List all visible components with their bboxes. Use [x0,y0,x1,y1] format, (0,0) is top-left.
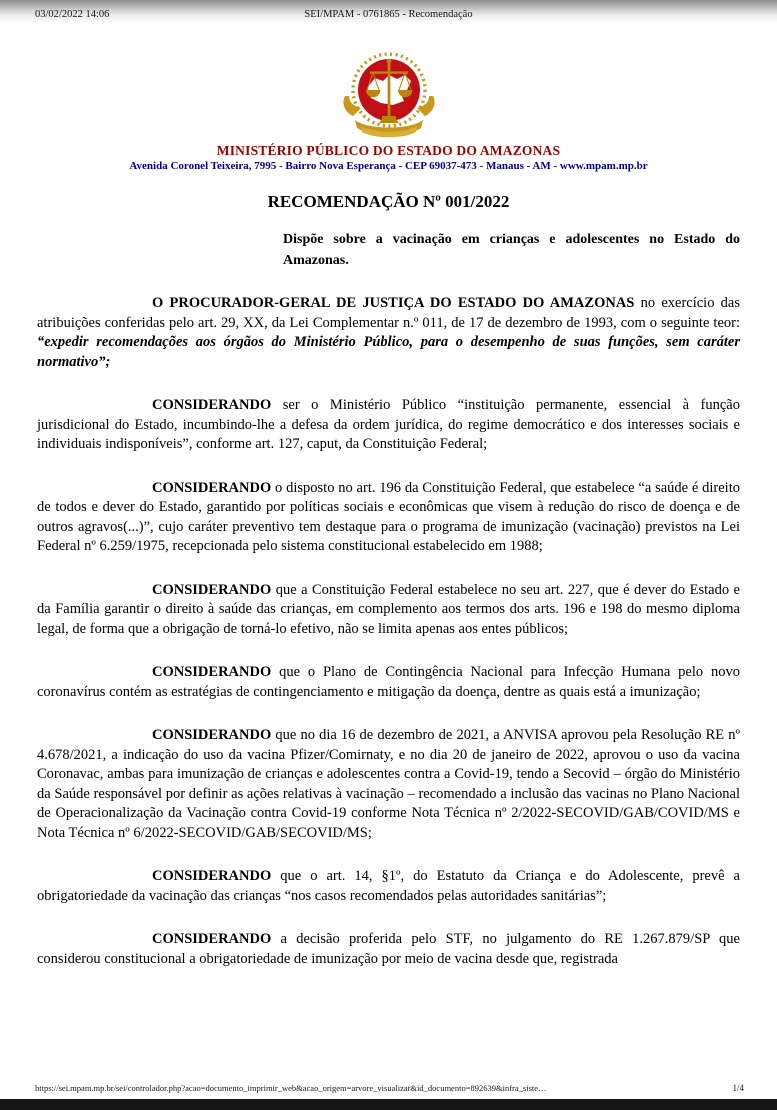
bottom-window-edge [0,1099,777,1110]
org-name: MINISTÉRIO PÚBLICO DO ESTADO DO AMAZONAS [216,143,561,158]
paragraph-considerando-5 [37,726,740,843]
paragraph-text: no exercício das atribuições conferidas pelo art. 29, XX, da Lei Complementar n.º 011, de 17 de dezembro de 1993, com o seguinte teor: [37,295,740,331]
paragraph-lead: CONSIDERANDO [152,664,272,680]
print-datetime: 03/02/2022 14:06 [35,9,110,20]
paragraph-text: que a Constituição Federal estabelece no seu art. 227, que é dever do Estado e da Família garantir o direito à saúde das crianças, em complemento aos termos dos arts. 196 e 198 do mesmo diploma legal, de forma que a obrigação de torná-lo efetivo, não se limita apenas aos entes públicos; [37,581,740,637]
letterhead-logo [0,50,777,147]
document-body [37,294,740,993]
paragraph-lead: O PROCURADOR-GERAL DE JUSTIÇA DO ESTADO DO AMAZONAS [152,295,635,311]
page-indicator: 1/4 [732,1083,744,1093]
mpam-seal-scales-of-justice-icon [337,50,441,147]
paragraph-preamble [37,294,740,372]
paragraph-lead: CONSIDERANDO [152,868,272,884]
paragraph-lead: CONSIDERANDO [152,397,272,413]
document-reference: SEI/MPAM - 0761865 - Recomendação [304,9,473,20]
paragraph-lead: CONSIDERANDO [152,479,272,496]
paragraph-text: que no dia 16 de dezembro de 2021, a ANVISA aprovou pela Resolução RE nº 4.678/2021, a indicação do uso da vacina Pfizer/Comirnaty, e no dia 20 de janeiro de 2022, aprovou o uso da vacina Coronavac, ambas para imunização de crianças e adolescentes contra a Covid-19, tendo a Secovid – órgão do Ministério da Saúde responsável por definir as ações relativas à vacinação – recomendado a inclusão das vacinas no Plano Nacional de Operacionalização da Vacinação contra Covid-19 conforme Nota Técnica nº 2/2022-SECOVID/GAB/COVID/MS e Nota Técnica nº 6/2022-SECOVID/GAB/SECOVID/MS; [37,727,740,841]
paragraph-lead: CONSIDERANDO [152,727,272,743]
paragraph-text: a decisão proferida pelo STF, no julgamento do RE 1.267.879/SP que considerou constitucional a obrigatoriedade de imunização por meio de vacina desde que, registrada [37,931,740,967]
paragraph-considerando-2 [37,479,740,557]
paragraph-considerando-3 [37,581,740,640]
paragraph-quote: “expedir recomendações aos órgãos do Ministério Público, para o desempenho de suas funções, sem caráter normativo”; [37,334,740,370]
org-address: Avenida Coronel Teixeira, 7995 - Bairro Nova Esperança - CEP 69037-473 - Manaus - AM - www.mpam.mp.br [129,160,648,172]
paragraph-lead: CONSIDERANDO [152,581,272,598]
document-title: RECOMENDAÇÃO Nº 001/2022 [267,192,510,211]
paragraph-considerando-1 [37,396,740,455]
epigraph: Dispõe sobre a vacinação em crianças e adolescentes no Estado do Amazonas. [283,232,740,268]
paragraph-text: que o art. 14, §1º, do Estatuto da Criança e do Adolescente, prevê a obrigatoriedade da vacinação das crianças “nos casos recomendados pelas autoridades sanitárias”; [37,868,740,904]
paragraph-text: ser o Ministério Público “instituição permanente, essencial à função jurisdicional do Estado, incumbindo-lhe a defesa da ordem jurídica, do regime democrático e dos interesses sociais e individuais indisponíveis”, conforme art. 127, caput, da Constituição Federal; [37,397,740,452]
paragraph-considerando-6 [37,867,740,906]
paragraph-text: que o Plano de Contingência Nacional para Infecção Humana pelo novo coronavírus contém as estratégias de contingenciamento e mitigação da doença, dentre as quais está a imunização; [37,664,740,700]
paragraph-lead: CONSIDERANDO [152,931,272,947]
paragraph-text: o disposto no art. 196 da Constituição Federal, que estabelece “a saúde é direito de todos e dever do Estado, garantido por políticas sociais e econômicas que visem à redução do risco de doença e de outros agravos(...)”, cujo caráter preventivo tem destaque para o programa de imunização (vacinação) previstos na Lei Federal nº 6.259/1975, recepcionada pelo sistema constitucional estabelecido em 1988; [37,479,740,554]
print-footer-url: https://sei.mpam.mp.br/sei/controlador.php?acao=documento_imprimir_web&acao_origem=arvore_visualizar&id_documento=892639&infra_siste… [35,1083,547,1093]
paragraph-considerando-4 [37,663,740,702]
paragraph-considerando-7 [37,930,740,969]
